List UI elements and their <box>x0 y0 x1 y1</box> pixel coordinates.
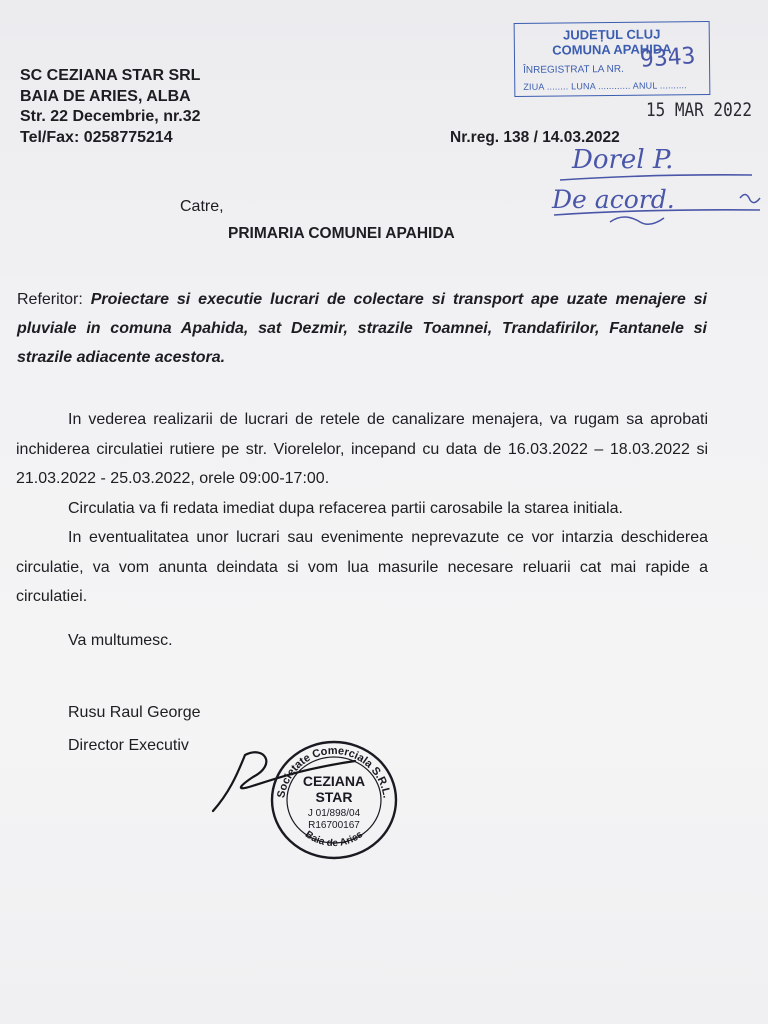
stamp-commune: COMUNA APAHIDA <box>552 41 672 58</box>
handwritten-line-2: De acord. <box>552 185 675 214</box>
reference-number: Nr.reg. 138 / 14.03.2022 <box>450 129 620 146</box>
signatory-title: Director Executiv <box>68 737 189 754</box>
handwritten-approval-note <box>540 140 768 235</box>
subject-paragraph <box>17 285 707 372</box>
sender-phone: Tel/Fax: 0258775214 <box>20 128 173 146</box>
seal-place-text: Baia de Aries <box>302 829 366 850</box>
subject-text: Proiectare si executie lucrari de colectare si transport ape uzate menajere si pluviale in comuna Apahida, sat Dezmir, strazile Toamnei, Trandafirilor, Fantanele si strazile adiacente acestora. <box>17 291 707 366</box>
seal-reg-2: R16700167 <box>308 820 360 831</box>
body-paragraph-1: In vederea realizarii de lucrari de retele de canalizare menajera, va rugam sa aprobati inchiderea circulatiei rutiere pe str. Viorelelor, incepand cu data de 16.03.2022 – 18.03.2022 si 21.03.2022 - 25.03.2022, orele 09:00-17:00. <box>16 411 708 487</box>
handwritten-initials <box>740 194 760 202</box>
seal-ring-text: Societate Comerciala S.R.L. <box>275 744 393 799</box>
body-paragraph-2: Circulatia va fi redata imediat dupa refacerea partii carosabile la starea initiala. <box>68 499 623 517</box>
seal-reg-1: J 01/898/04 <box>307 808 361 819</box>
handwritten-underline <box>560 175 752 180</box>
closing-line: Va multumesc. <box>68 632 173 649</box>
signatory-name: Rusu Raul George <box>68 704 201 721</box>
letter-body <box>16 405 708 612</box>
body-paragraph-3: In eventualitatea unor lucrari sau evenimente neprevazute ce vor intarzia deschiderea circulatie, va vom anunta deindata si vom lua masurile necesare reluarii cat mai rapide a circulatiei. <box>16 529 708 605</box>
sender-block <box>20 66 201 148</box>
stamp-county: JUDEȚUL CLUJ <box>563 26 661 43</box>
to-label: Catre, <box>180 198 224 215</box>
company-seal <box>268 738 400 860</box>
seal-name-line-2: STAR <box>315 789 353 805</box>
sender-city: BAIA DE ARIES, ALBA <box>20 87 191 105</box>
registration-number: 9343 <box>639 43 697 73</box>
handwritten-flourish <box>610 217 664 224</box>
sender-company: SC CEZIANA STAR SRL <box>20 67 201 84</box>
stamp-registered-label: ÎNREGISTRAT LA NR. <box>523 63 624 76</box>
sender-street: Str. 22 Decembrie, nr.32 <box>20 108 201 125</box>
seal-name-line-1: CEZIANA <box>302 773 366 789</box>
received-date: 15 MAR 2022 <box>646 98 752 121</box>
handwritten-line-1: Dorel P. <box>572 145 674 175</box>
signatory-block <box>68 696 201 762</box>
recipient-name: PRIMARIA COMUNEI APAHIDA <box>228 225 455 242</box>
stamp-date-line: ZIUA ........ LUNA ............ ANUL .......... <box>523 80 687 92</box>
svg-text:Baia de Aries <box>303 829 365 849</box>
subject-label: Referitor: <box>17 291 83 308</box>
